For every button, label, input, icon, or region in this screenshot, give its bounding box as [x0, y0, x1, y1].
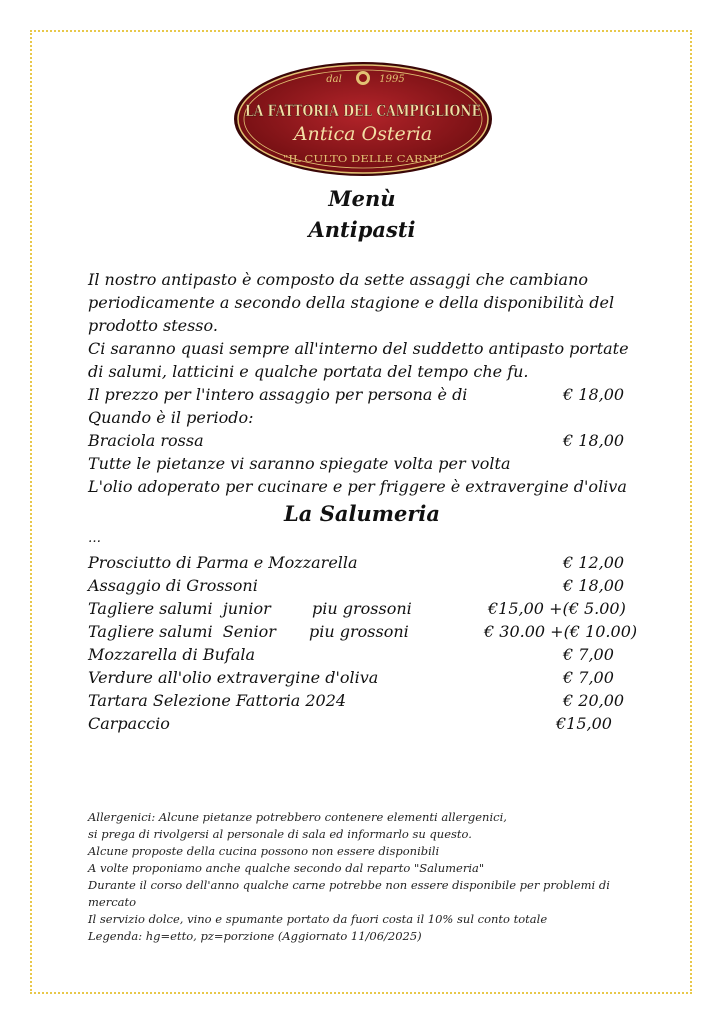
footnote-line: Il servizio dolce, vino e spumante portato da fuori costa il 10% sul conto totale	[88, 912, 548, 926]
footnote-line: A volte proponiamo anche qualche secondo dal reparto "Salumeria"	[88, 861, 485, 875]
menu-item-name: Prosciutto di Parma e Mozzarella	[88, 553, 358, 572]
antipasti-line: Il nostro antipasto è composto da sette assaggi che cambiano	[88, 270, 589, 289]
logo-motto: "IL CULTO DELLE CARNI"	[283, 155, 443, 165]
footnote-line: Legenda: hg=etto, pz=porzione (Aggiornato 11/06/2025)	[88, 929, 422, 943]
menu-item-name: Tagliere salumi junior	[88, 599, 271, 618]
menu-item-price: € 20,00	[563, 691, 625, 710]
menu-item-price: € 18,00	[563, 576, 625, 595]
period-line: Quando è il periodo:	[88, 408, 254, 427]
menu-item-name: Assaggio di Grossoni	[88, 576, 258, 595]
antipasto-price-label: Il prezzo per l'intero assaggio per persona è di	[88, 385, 468, 404]
antipasti-line: di salumi, latticini e qualche portata del tempo che fu.	[88, 362, 529, 381]
salumeria-title: La Salumeria	[284, 501, 440, 526]
menu-item-price: € 7,00	[563, 645, 614, 664]
menu-item-name: Tartara Selezione Fattoria 2024	[88, 691, 347, 710]
footnote-line: Alcune proposte della cucina possono non essere disponibili	[88, 844, 440, 858]
menu-item-price: € 7,00	[563, 668, 614, 687]
menu-item-name: Carpaccio	[88, 714, 170, 733]
menu-item-name: Verdure all'olio extravergine d'oliva	[88, 668, 379, 687]
antipasti-tail-line: Tutte le pietanze vi saranno spiegate volta per volta	[88, 454, 511, 473]
menu-item-price: € 30.00 +(€ 10.00)	[484, 622, 638, 641]
menu-item-price: € 12,00	[563, 553, 625, 572]
menu-item-name: Mozzarella di Bufala	[88, 645, 256, 664]
antipasti-tail-line: L'olio adoperato per cucinare e per friggere è extravergine d'oliva	[88, 477, 627, 496]
menu-title: Menù	[328, 186, 396, 211]
menu-item-name: Tagliere salumi Senior	[88, 622, 276, 641]
logo-subtitle: Antica Osteria	[293, 123, 433, 145]
logo-since-left: dal	[326, 74, 342, 85]
menu-item-price: €15,00	[556, 714, 612, 733]
menu-item-extra: piu grossoni	[312, 599, 412, 618]
antipasti-line: periodicamente a secondo della stagione e della disponibilità del	[88, 293, 615, 312]
footnote-line: Allergenici: Alcune pietanze potrebbero contenere elementi allergenici,	[88, 810, 507, 824]
braciola-name: Braciola rossa	[88, 431, 204, 450]
menu-item-price: €15,00 +(€ 5.00)	[488, 599, 626, 618]
antipasto-price: € 18,00	[563, 385, 625, 404]
footnote-line: mercato	[88, 895, 137, 909]
restaurant-logo	[232, 60, 494, 178]
footnote-line: Durante il corso dell'anno qualche carne potrebbe non essere disponibile per problemi di	[88, 878, 610, 892]
antipasti-title: Antipasti	[308, 217, 416, 242]
menu-item-extra: piu grossoni	[309, 622, 409, 641]
antipasti-line: prodotto stesso.	[88, 316, 218, 335]
braciola-price: € 18,00	[563, 431, 625, 450]
logo-since-right: 1995	[379, 74, 405, 85]
logo-name: LA FATTORIA DEL CAMPIGLIONE	[245, 101, 481, 120]
ellipsis: …	[88, 531, 101, 546]
antipasti-line: Ci saranno quasi sempre all'interno del suddetto antipasto portate	[88, 339, 629, 358]
footnote-line: si prega di rivolgersi al personale di sala ed informarlo su questo.	[88, 827, 472, 841]
